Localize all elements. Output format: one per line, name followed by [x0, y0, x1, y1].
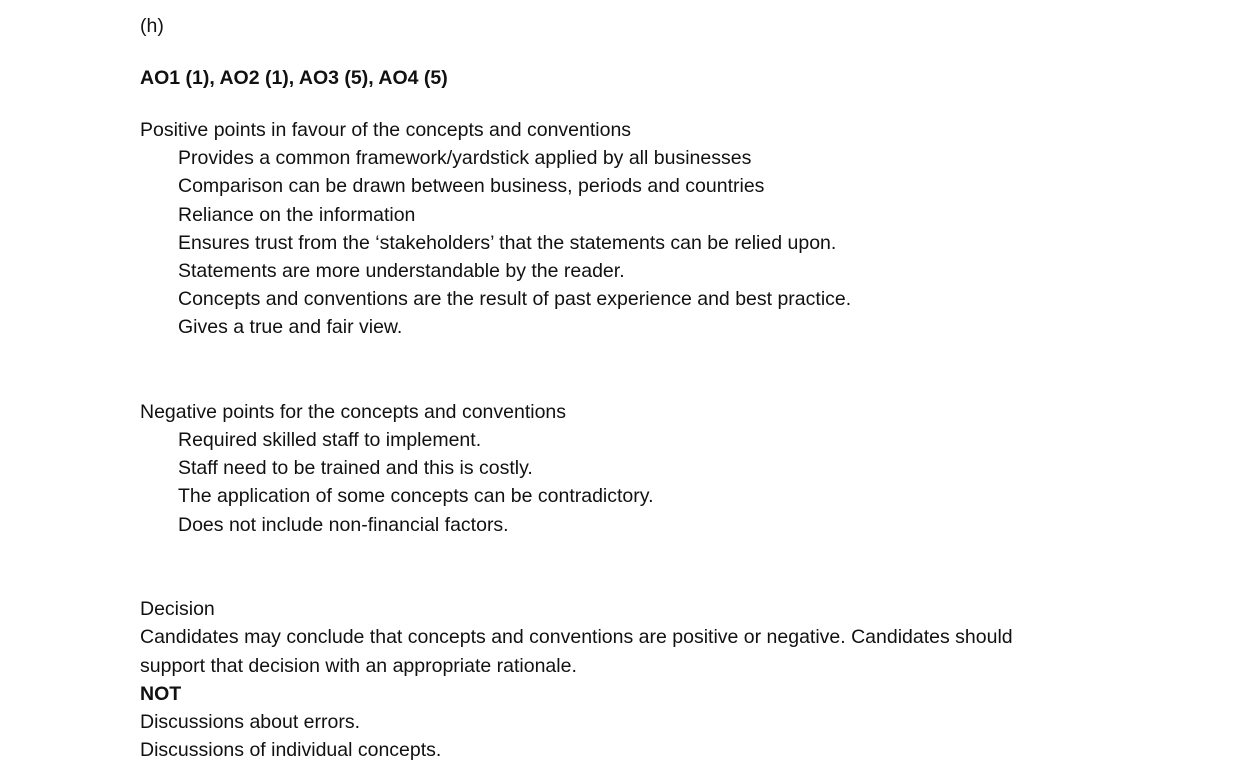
negative-point: Staff need to be trained and this is costly.	[178, 457, 533, 479]
positive-point: Provides a common framework/yardstick applied by all businesses	[178, 147, 752, 169]
negative-point: Does not include non-financial factors.	[178, 514, 509, 536]
decision-text: Candidates may conclude that concepts and conventions are positive or negative. Candidates should	[140, 626, 1013, 648]
positive-point: Statements are more understandable by the reader.	[178, 260, 625, 282]
negative-heading: Negative points for the concepts and conventions	[140, 401, 567, 423]
positive-point: Comparison can be drawn between business, periods and countries	[178, 175, 765, 197]
not-heading: NOT	[140, 683, 182, 705]
positive-point: Reliance on the information	[178, 204, 416, 226]
decision-heading: Decision	[140, 598, 215, 620]
section-label: (h)	[140, 15, 164, 37]
negative-point: Required skilled staff to implement.	[178, 429, 482, 451]
positive-heading: Positive points in favour of the concepts and conventions	[140, 119, 632, 141]
positive-point: Concepts and conventions are the result of past experience and best practice.	[178, 288, 852, 310]
mark-scheme-page	[140, 0, 1200, 778]
positive-point: Gives a true and fair view.	[178, 316, 403, 338]
not-item: Discussions of individual concepts.	[140, 739, 442, 761]
assessment-objectives: AO1 (1), AO2 (1), AO3 (5), AO4 (5)	[140, 67, 448, 89]
positive-point: Ensures trust from the ‘stakeholders’ that the statements can be relied upon.	[178, 232, 837, 254]
negative-point: The application of some concepts can be contradictory.	[178, 485, 654, 507]
not-item: Discussions about errors.	[140, 711, 361, 733]
decision-text: support that decision with an appropriate rationale.	[140, 655, 577, 677]
